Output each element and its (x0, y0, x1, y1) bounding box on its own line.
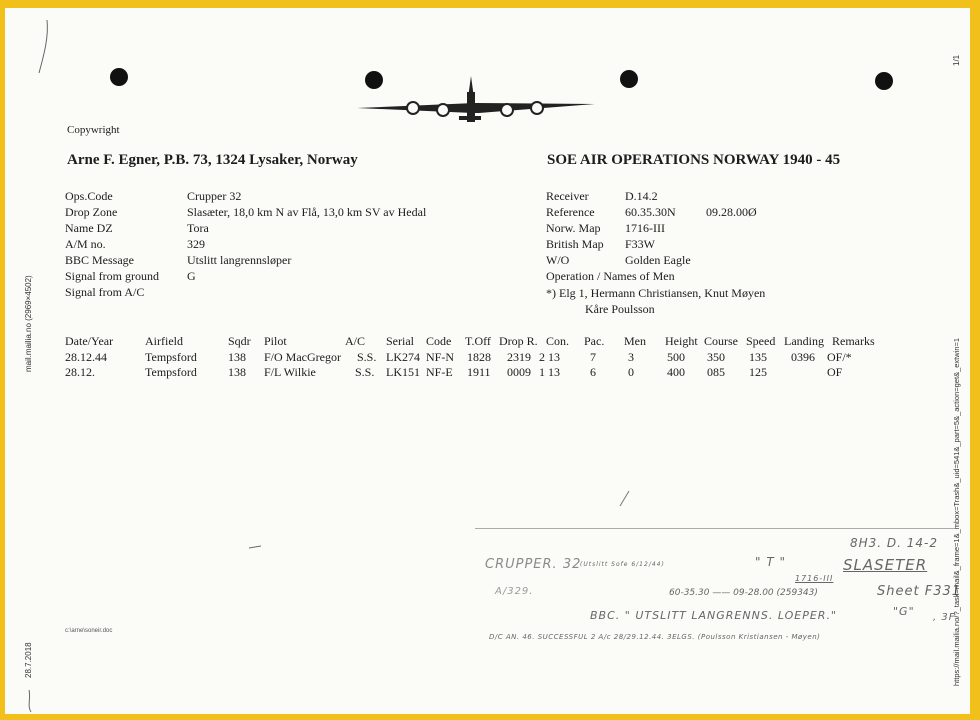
field-value: Utslitt langrennsløper (187, 253, 292, 267)
table-cell: 125 (749, 365, 767, 379)
column-header: T.Off (465, 334, 491, 348)
column-header: Code (426, 334, 452, 348)
column-header: Con. (546, 334, 570, 348)
column-header: Men (624, 334, 646, 348)
table-cell: 350 (707, 350, 725, 364)
table-cell: 085 (707, 365, 725, 379)
table-cell: 1828 (467, 350, 491, 364)
field-label: Signal from A/C (65, 285, 145, 299)
field-label: Drop Zone (65, 205, 118, 219)
table-cell: 2 13 (539, 350, 560, 364)
table-cell: OF/* (827, 350, 852, 364)
column-header: A/C (345, 334, 366, 348)
table-cell: F/L Wilkie (264, 365, 316, 379)
scan-mark (35, 18, 65, 78)
table-cell: S.S. (355, 365, 375, 379)
field-value: Slasæter, 18,0 km N av Flå, 13,0 km SV av Hedal (187, 205, 427, 219)
scan-mark (17, 688, 37, 714)
table-cell: 1911 (467, 365, 491, 379)
column-header: Airfield (145, 334, 183, 348)
field-label: Signal from ground (65, 269, 159, 283)
scan-mark (247, 542, 267, 552)
note-result: D/C AN. 46. SUCCESSFUL 2 A/c 28/29.12.44. 3ELGS. (Poulsson Kristiansen - Møyen) (489, 633, 821, 641)
table-cell: 28.12.44 (65, 350, 107, 364)
note-opcode: CRUPPER. 32 (485, 557, 582, 572)
source-url: https://mail.mailia.no/?_task=mail&_frame=1&_mbox=Trash&_uid=541&_part=5&_action=get&_extwin=1 (952, 337, 961, 686)
column-header: Date/Year (65, 334, 114, 348)
field-label: Receiver (546, 189, 589, 203)
field-label: BBC Message (65, 253, 134, 267)
punch-hole-icon (620, 70, 638, 88)
table-cell: LK151 (386, 365, 420, 379)
note-dz-name: " T " (755, 555, 786, 569)
field-value: 60.35.30N (625, 205, 676, 219)
table-cell: S.S. (357, 350, 377, 364)
field-value: 09.28.00Ø (706, 205, 757, 219)
note-opcode-remark: (Utslitt Sofe 6/12/44) (580, 561, 665, 568)
field-value: Golden Eagle (625, 253, 691, 267)
note-bbc: BBC. " UTSLITT LANGRENNS. LOEPER." (590, 609, 837, 622)
b17-aircraft-icon (355, 68, 600, 126)
field-label: Reference (546, 205, 595, 219)
table-cell: 400 (667, 365, 685, 379)
note-map: 1716-III (795, 574, 834, 583)
field-value: Tora (187, 221, 209, 235)
column-header: Drop R. (499, 334, 538, 348)
note-edge (475, 528, 955, 529)
author-address: Arne F. Egner, P.B. 73, 1324 Lysaker, Norway (67, 152, 358, 168)
field-value: F33W (625, 237, 655, 251)
note-reference: 60-35.30 —— 09-28.00 (259343) (669, 588, 818, 598)
file-name: c:\arne\soneir.doc (65, 628, 113, 634)
field-value: D.14.2 (625, 189, 658, 203)
page-count: 1/1 (952, 54, 961, 66)
column-header: Serial (386, 334, 414, 348)
table-cell: 138 (228, 350, 246, 364)
field-value: G (187, 269, 196, 283)
field-value: 329 (187, 237, 205, 251)
note-dz: SLASETER (843, 556, 928, 574)
table-cell: 2319 (507, 350, 531, 364)
column-header: Speed (746, 334, 776, 348)
column-header: Sqdr (228, 334, 251, 348)
table-cell: 0 (628, 365, 634, 379)
table-cell: 1 13 (539, 365, 560, 379)
field-label: Operation / Names of Men (546, 269, 675, 283)
men-names: *) Elg 1, Hermann Christiansen, Knut Møyen (546, 286, 766, 300)
table-cell: Tempsford (145, 350, 197, 364)
table-cell: Tempsford (145, 365, 197, 379)
table-cell: 0009 (507, 365, 531, 379)
table-cell: 500 (667, 350, 685, 364)
field-value: 1716-III (625, 221, 665, 235)
column-header: Pilot (264, 334, 287, 348)
field-label: A/M no. (65, 237, 106, 251)
note-am: A/329. (495, 586, 534, 597)
men-names: Kåre Poulsson (585, 302, 655, 316)
field-value: Crupper 32 (187, 189, 242, 203)
table-cell: 6 (590, 365, 596, 379)
table-cell: NF-N (426, 350, 455, 364)
note-extra: , 3F (933, 612, 956, 623)
table-cell: LK274 (386, 350, 420, 364)
table-cell: F/O MacGregor (264, 350, 341, 364)
column-header: Course (704, 334, 738, 348)
table-cell: OF (827, 365, 843, 379)
field-label: Ops.Code (65, 189, 113, 203)
note-signal: "G" (893, 605, 915, 618)
field-label: British Map (546, 237, 604, 251)
document-sheet (5, 8, 970, 714)
field-label: W/O (546, 253, 570, 267)
print-date: 28.7.2018 (24, 642, 33, 678)
column-header: Remarks (832, 334, 875, 348)
note-receiver: 8H3. D. 14-2 (850, 536, 939, 550)
copyright-label: Copywright (67, 124, 120, 136)
table-cell: 0396 (791, 350, 815, 364)
table-cell: 138 (228, 365, 246, 379)
table-cell: 28.12. (65, 365, 95, 379)
column-header: Height (665, 334, 698, 348)
scan-mark (617, 486, 637, 510)
column-header: Landing (784, 334, 824, 348)
field-label: Norw. Map (546, 221, 601, 235)
punch-hole-icon (875, 72, 893, 90)
source-label: mail.mailia.no (2969×4502) (24, 275, 33, 372)
column-header: Pac. (584, 334, 605, 348)
table-cell: 3 (628, 350, 634, 364)
note-sheet: Sheet F331 (877, 584, 962, 599)
field-label: Name DZ (65, 221, 113, 235)
table-cell: NF-E (426, 365, 453, 379)
punch-hole-icon (110, 68, 128, 86)
table-cell: 135 (749, 350, 767, 364)
table-cell: 7 (590, 350, 596, 364)
document-title: SOE AIR OPERATIONS NORWAY 1940 - 45 (547, 152, 841, 168)
